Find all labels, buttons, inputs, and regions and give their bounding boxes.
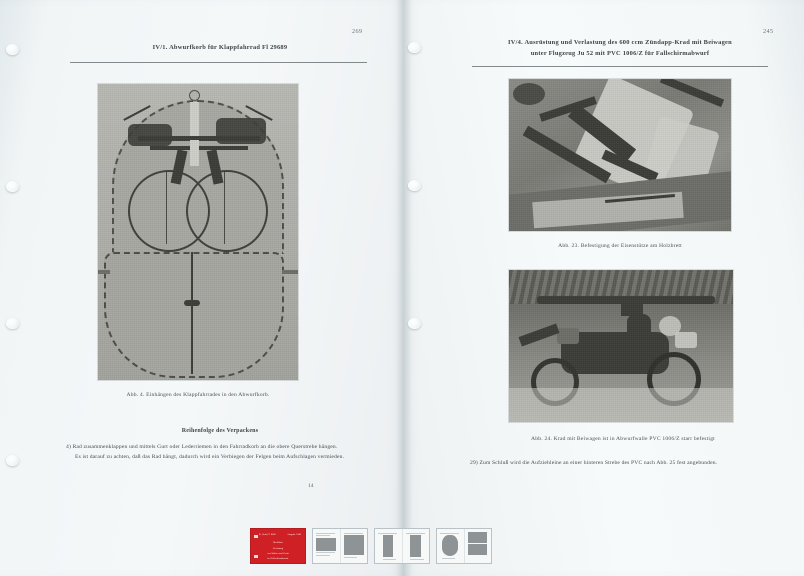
- punch-hole: [6, 44, 19, 55]
- book-gutter: [396, 0, 412, 576]
- figure-caption-abb24: Abb. 24. Krad mit Beiwagen ist in Abwurfwalle PVC 1006/Z starr befestigt: [531, 436, 715, 442]
- punch-hole: [408, 180, 421, 191]
- right-page-body: [470, 458, 770, 468]
- left-page-number: 269: [352, 28, 363, 35]
- figure-image-abb23: [509, 79, 731, 231]
- spread-thumbnail-2[interactable]: [374, 528, 430, 564]
- figure-caption-abb23: Abb. 23. Befestigung der Eisenstütze am Holzbrett: [558, 243, 682, 249]
- left-page-subheading: Reihenfolge des Verpackens: [181, 428, 259, 434]
- figure-image-abb4: [98, 84, 298, 380]
- right-page-header-line-1: IV/4. Ausrüstung und Verlastung des 600 ccm Zündapp-Krad mit Beiwagen: [508, 39, 732, 46]
- thumbnail-text: Verlastung: [272, 548, 284, 550]
- thumbnail-strip[interactable]: [0, 516, 804, 576]
- thumbnail-text: bei Fallschirmabwurf: [267, 558, 289, 560]
- punch-hole: [6, 455, 19, 466]
- figure-image-abb24: [509, 270, 733, 422]
- left-page-body: [66, 442, 366, 463]
- header-rule: [70, 62, 367, 63]
- thumbnail-text: Ausgabe 1940: [287, 534, 301, 536]
- punch-hole: [408, 42, 421, 53]
- thumbnail-text: von Waffen und Gerät: [267, 553, 289, 555]
- body-paragraph: Es ist darauf zu achten, daß das Rad hängt, dadurch wird ein Verbiegen der Felgen beim Aufschlagen vermieden.: [75, 454, 345, 461]
- punch-hole: [408, 318, 421, 329]
- cover-thumbnail[interactable]: [250, 528, 306, 564]
- figure-caption-abb4: Abb. 4. Einhängen des Klappfahrrades in den Abwurfkorb.: [126, 392, 270, 398]
- thumbnail-text: D. (Luft) T. 8000: [259, 534, 276, 536]
- spread-thumbnail-3[interactable]: [436, 528, 492, 564]
- body-paragraph: 29) Zum Schluß wird die Aufziehleine an einer hinteren Strebe des PVC nach Abb. 25 fest angebunden.: [470, 460, 718, 466]
- body-paragraph: 4) Rad zusammenklappen und mittels Gurt oder Lederriemen in den Fahrradkorb an die obere Querstrebe hängen.: [66, 444, 338, 450]
- left-page-header: IV/1. Abwurfkorb für Klappfahrrad Fl 29689: [152, 44, 288, 51]
- right-page-number: 245: [763, 28, 774, 35]
- left-page-footer-number: 14: [308, 483, 314, 489]
- header-rule: [472, 66, 768, 67]
- thumbnail-text: Merkblatt: [273, 542, 283, 544]
- right-page-header-line-2: unter Flugzeug Ju 52 mit PVC 1006/Z für Fallschirmabwurf: [530, 50, 710, 57]
- punch-hole: [6, 318, 19, 329]
- spread-thumbnail-1[interactable]: [312, 528, 368, 564]
- punch-hole: [6, 181, 19, 192]
